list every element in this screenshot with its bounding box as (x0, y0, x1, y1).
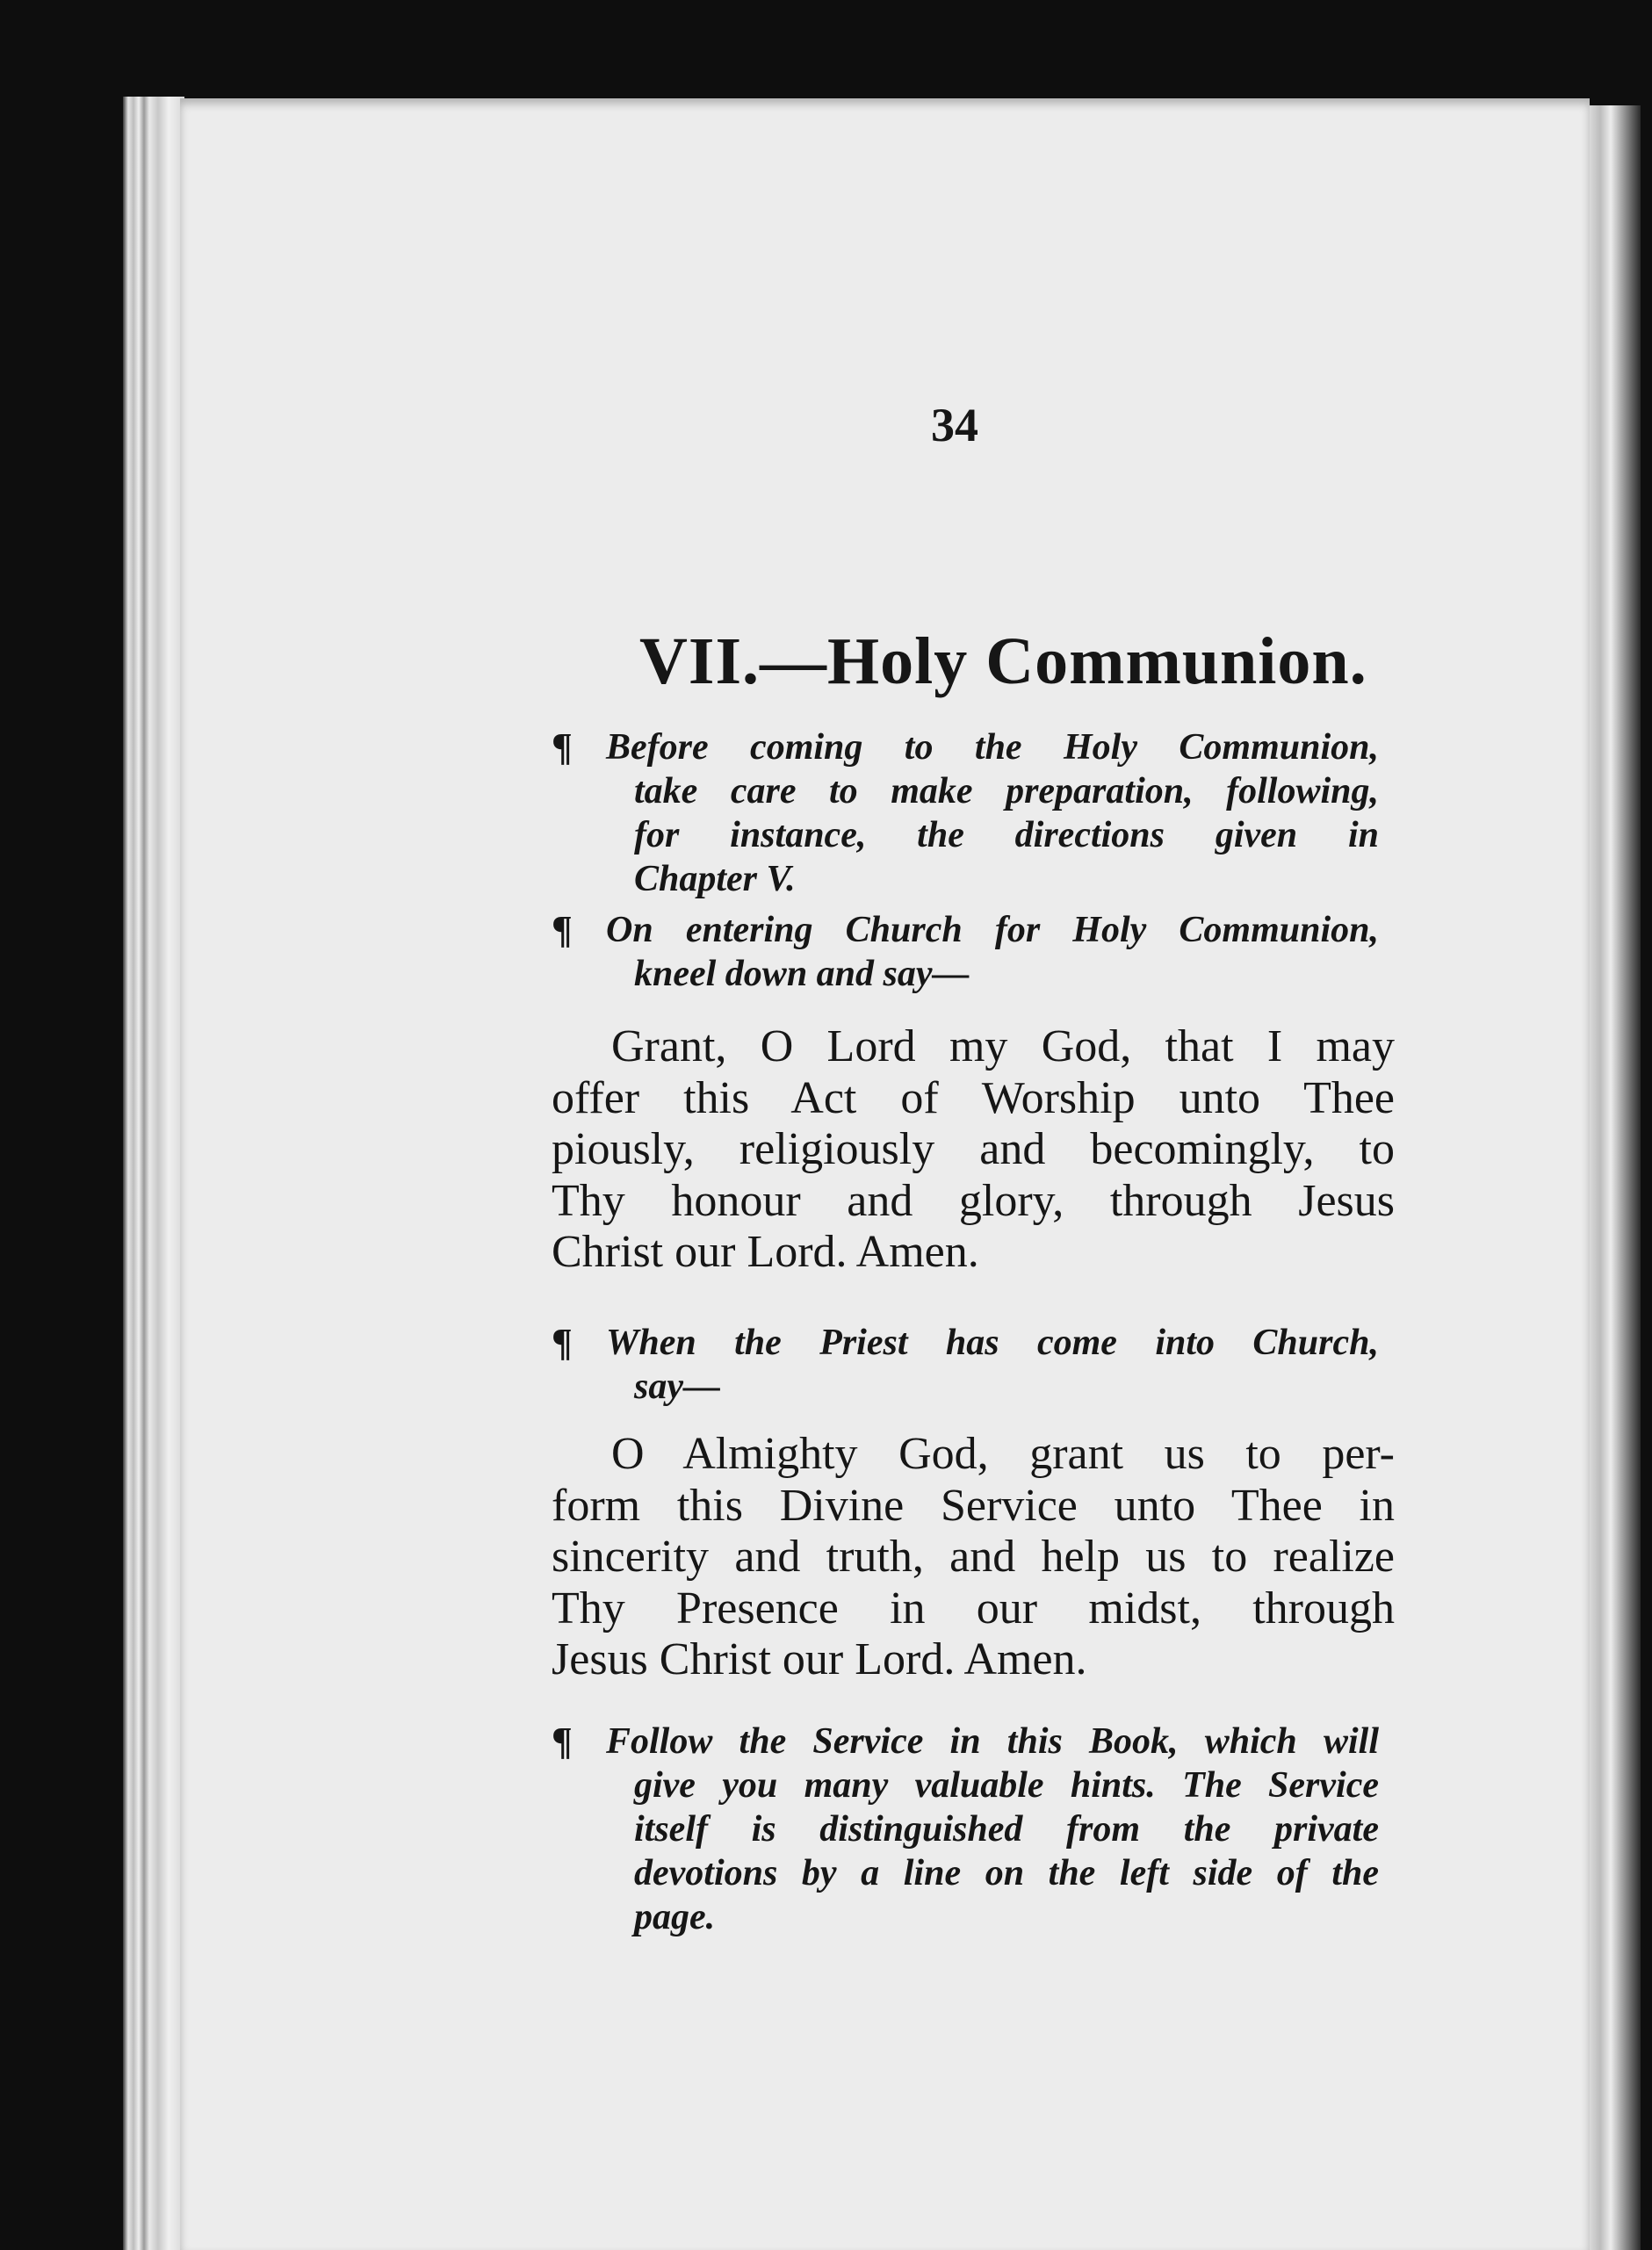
pilcrow-mark: ¶ (552, 1321, 573, 1364)
pilcrow-mark: ¶ (552, 908, 573, 951)
prayer-line: Grant, O Lord my God, that I may (611, 1021, 1395, 1071)
rubric-line: for instance, the directions given in (634, 815, 1379, 855)
book-right-edge (1588, 105, 1641, 2250)
prayer-line: sincerity and truth, and help us to realize (552, 1532, 1395, 1582)
page-number: 34 (931, 399, 978, 451)
rubric-follow-service (553, 1720, 1379, 1939)
rubric-line: itself is distinguished from the private (634, 1809, 1379, 1850)
prayer-line: O Almighty God, grant us to per- (611, 1429, 1395, 1479)
rubric-line: say— (634, 1367, 720, 1407)
prayer-line: Christ our Lord. Amen. (552, 1227, 979, 1277)
rubric-line: Follow the Service in this Book, which will (606, 1721, 1379, 1762)
prayer-grant-o-lord (552, 1021, 1395, 1279)
prayer-line: Thy Presence in our midst, through (552, 1583, 1395, 1633)
rubric-line: On entering Church for Holy Communion, (606, 910, 1379, 950)
prayer-line: piously, religiously and becomingly, to (552, 1124, 1395, 1174)
rubric-line: Chapter V. (634, 859, 796, 899)
prayer-almighty-god (552, 1429, 1395, 1686)
section-heading: VII.—Holy Communion. (639, 624, 1367, 698)
prayer-line: Jesus Christ our Lord. Amen. (552, 1634, 1087, 1684)
rubric-line: kneel down and say— (634, 954, 970, 994)
rubric-line: give you many valuable hints. The Service (634, 1765, 1379, 1806)
rubric-on-entering-church (553, 908, 1379, 996)
prayer-line: Thy honour and glory, through Jesus (552, 1175, 1395, 1226)
rubric-line: When the Priest has come into Church, (606, 1323, 1379, 1363)
prayer-line: offer this Act of Worship unto Thee (552, 1072, 1395, 1123)
rubric-line: Before coming to the Holy Communion, (606, 727, 1379, 768)
rubric-line: page. (634, 1897, 716, 1937)
rubric-line: take care to make preparation, following, (634, 771, 1379, 811)
pilcrow-mark: ¶ (552, 1720, 573, 1763)
rubric-line: devotions by a line on the left side of the (634, 1853, 1379, 1893)
rubric-priest-enters (553, 1321, 1379, 1409)
book-left-edge (123, 97, 184, 2250)
prayer-line: form this Divine Service unto Thee in (552, 1480, 1395, 1531)
rubric-before-communion (553, 725, 1379, 901)
pilcrow-mark: ¶ (552, 725, 573, 768)
